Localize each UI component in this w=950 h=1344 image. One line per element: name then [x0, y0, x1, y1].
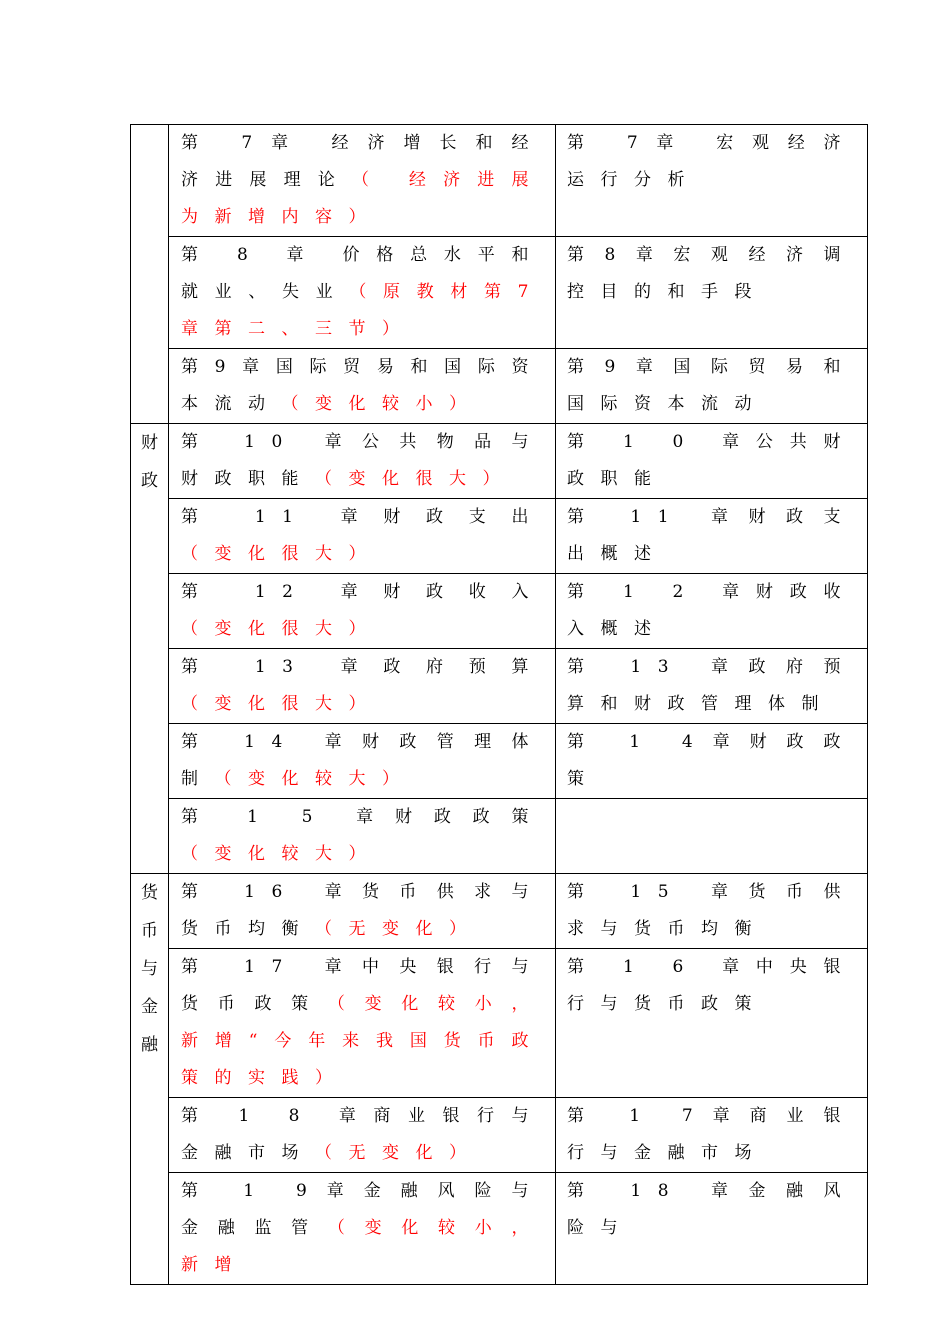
table-row — [131, 125, 868, 237]
new-chapter-cell: 第 13 章政府预算（变化很大） — [169, 649, 556, 724]
table-row — [131, 1173, 868, 1285]
new-chapter-cell: 第 1 9章金融风险与金融监管（变化较小，新增 — [169, 1173, 556, 1285]
new-chapter-cell: 第 10 章公共物品与财政职能（变化很大） — [169, 424, 556, 499]
table-row — [131, 649, 868, 724]
table-row — [131, 499, 868, 574]
old-chapter-cell — [556, 799, 868, 874]
section-cell-money — [131, 874, 169, 1285]
new-chapter-cell: 第 7章 经济增长和经济进展理论（ 经济进展为新增内容） — [169, 125, 556, 237]
old-chapter-cell: 第 1 0 章公共财政职能 — [556, 424, 868, 499]
new-chapter-cell: 第 1 8 章商业银行与金融市场（无变化） — [169, 1098, 556, 1173]
table-row — [131, 574, 868, 649]
old-chapter-cell: 第 7章 宏观经济运行分析 — [556, 125, 868, 237]
section-label-finance: 财政 — [141, 433, 158, 491]
new-chapter-cell: 第 16 章货币供求与货币均衡（无变化） — [169, 874, 556, 949]
table-row — [131, 424, 868, 499]
table-row — [131, 949, 868, 1098]
table-row — [131, 1098, 868, 1173]
old-chapter-cell: 第 18 章金融风险与 — [556, 1173, 868, 1285]
section-cell-finance — [131, 424, 169, 874]
table-row — [131, 237, 868, 349]
table-row — [131, 874, 868, 949]
chapter-comparison-table — [130, 124, 868, 1285]
new-chapter-cell: 第 1 5 章财政政策（变化较大） — [169, 799, 556, 874]
new-chapter-cell: 第 12 章财政收入 （变化很大） — [169, 574, 556, 649]
old-chapter-cell: 第 1 7章商业银行与金融市场 — [556, 1098, 868, 1173]
old-chapter-cell: 第 1 6 章中央银行与货币政策 — [556, 949, 868, 1098]
table-row — [131, 799, 868, 874]
old-chapter-cell: 第 1 4章财政政策 — [556, 724, 868, 799]
new-chapter-cell: 第 11 章财政支出 （变化很大） — [169, 499, 556, 574]
section-cell-empty — [131, 125, 169, 424]
new-chapter-cell: 第 14 章财政管理体制（变化较大） — [169, 724, 556, 799]
old-chapter-cell: 第8章宏观经济调控目的和手段 — [556, 237, 868, 349]
old-chapter-cell: 第9章国际贸易和国际资本流动 — [556, 349, 868, 424]
table-row — [131, 349, 868, 424]
new-chapter-cell: 第 8 章 价格总水平和就业、失业（原教材第7章第二、三节） — [169, 237, 556, 349]
section-label-money: 货币与金融 — [141, 883, 158, 1055]
new-chapter-cell: 第 17 章中央银行与货币政策（变化较小，新增“今年来我国货币政策的实践） — [169, 949, 556, 1098]
new-chapter-cell: 第9章国际贸易和国际资本流动（变化较小） — [169, 349, 556, 424]
old-chapter-cell: 第 15 章货币供求与货币均衡 — [556, 874, 868, 949]
old-chapter-cell: 第 13 章政府预算和财政管理体制 — [556, 649, 868, 724]
old-chapter-cell: 第 11 章财政支出概述 — [556, 499, 868, 574]
old-chapter-cell: 第 1 2 章财政收入概述 — [556, 574, 868, 649]
table-row — [131, 724, 868, 799]
